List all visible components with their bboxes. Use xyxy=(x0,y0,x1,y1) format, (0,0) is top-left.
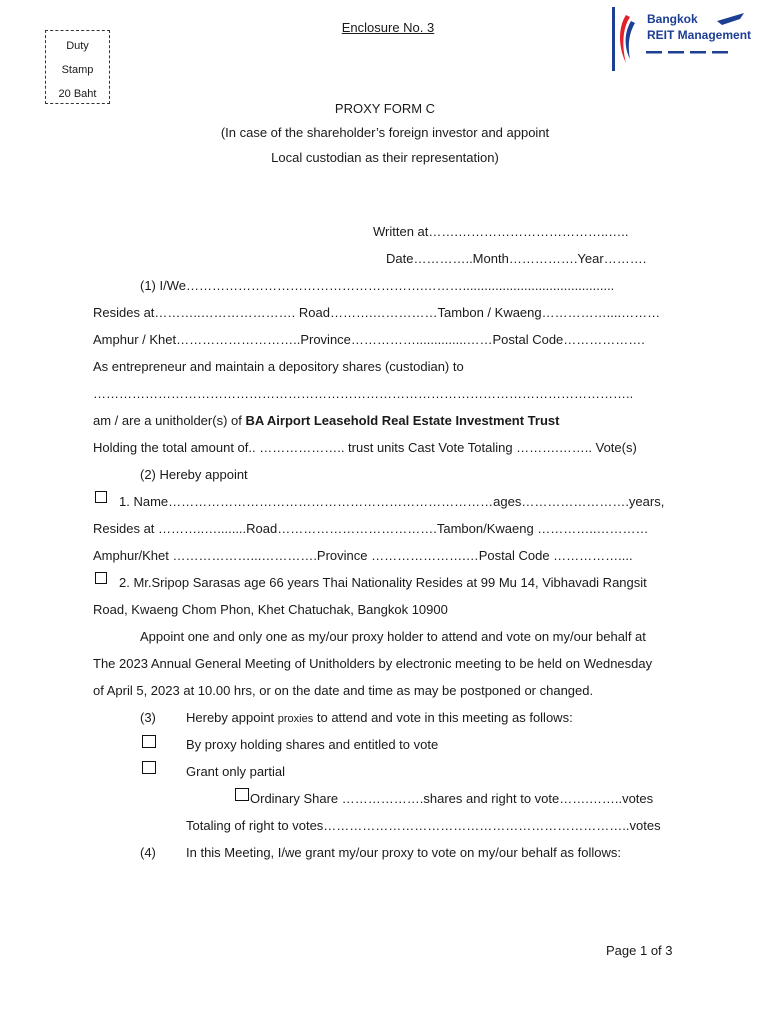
section-4-number: (4) xyxy=(140,845,156,860)
section-4-text: In this Meeting, I/we grant my/our proxy to vote on my/our behalf as follows: xyxy=(186,845,621,860)
ordinary-share-checkbox[interactable] xyxy=(235,788,249,801)
holding-line: Holding the total amount of.. ……………….. trust units Cast Vote Totaling ……….…….. Vote(s) xyxy=(93,440,637,455)
section-3-text-a: Hereby appoint xyxy=(186,710,278,725)
entrepreneur-line: As entrepreneur and maintain a depository shares (custodian) to xyxy=(93,359,464,374)
resides-line-2: Resides at ………..…........Road……………………………….Tambon/Kwaeng …………..………… xyxy=(93,521,649,536)
stamp-line-1: Duty xyxy=(66,40,89,52)
appoint-name-line: 1. Name…………………………………………………………………ages…………………….years, xyxy=(119,494,665,509)
enclosure-label: Enclosure No. 3 xyxy=(341,20,435,35)
appoint-paragraph-2: The 2023 Annual General Meeting of Unitholders by electronic meeting to be held on Wednesday xyxy=(93,656,653,671)
section-3-text xyxy=(186,710,573,727)
stamp-line-2: Stamp xyxy=(61,64,94,76)
section-2-appoint: (2) Hereby appoint xyxy=(140,467,248,482)
amphur-line-1: Amphur / Khet………………………..Province……………..............……Postal Code………………. xyxy=(93,332,645,347)
written-at-field: Written at…….……………………………..….. xyxy=(373,224,629,239)
section-1-iwe: (1) I/We……………………………………………….……….......................................... xyxy=(140,278,615,293)
totaling-votes-line: Totaling of right to votes……………………………………………………………..votes xyxy=(186,818,661,833)
section-3-text-c: to attend and vote in this meeting as follows: xyxy=(313,710,573,725)
dotted-line: …………………………………………………………………………………………………………….. xyxy=(93,386,634,401)
ordinary-share-line: Ordinary Share ……………….shares and right to vote…….……..votes xyxy=(250,791,654,806)
logo-text-2: REIT Management xyxy=(647,28,752,42)
vote-option-all-checkbox[interactable] xyxy=(142,735,156,748)
appoint-sripop-line: 2. Mr.Sripop Sarasas age 66 years Thai Nationality Resides at 99 Mu 14, Vibhavadi Rangsit xyxy=(119,575,647,590)
appoint-option-1-checkbox[interactable] xyxy=(95,491,107,503)
unitholder-line xyxy=(93,413,559,429)
resides-line-1: Resides at………..…………………. Road……….……………Tambon / Kwaeng……………....……… xyxy=(93,305,661,320)
amphur-line-2: Amphur/Khet ………………...………….Province ………………….…Postal Code …………….... xyxy=(93,548,633,563)
trust-name: BA Airport Leasehold Real Estate Investment Trust xyxy=(245,413,560,428)
appoint-address-line: Road, Kwaeng Chom Phon, Khet Chatuchak, Bangkok 10900 xyxy=(93,602,448,617)
appoint-paragraph-1: Appoint one and only one as my/our proxy holder to attend and vote on my/our behalf at xyxy=(140,629,646,644)
form-title: PROXY FORM C xyxy=(334,101,436,116)
section-3-number: (3) xyxy=(140,710,156,725)
form-subtitle-1: (In case of the shareholder’s foreign investor and appoint xyxy=(220,125,550,140)
vote-option-all-label: By proxy holding shares and entitled to vote xyxy=(186,737,439,752)
stamp-line-3: 20 Baht xyxy=(58,88,97,100)
logo-graphic-icon xyxy=(612,7,752,73)
vote-option-partial-checkbox[interactable] xyxy=(142,761,156,774)
logo-text-1: Bangkok xyxy=(647,12,698,26)
section-3-text-b: proxies xyxy=(277,713,314,725)
form-subtitle-2: Local custodian as their representation) xyxy=(271,150,499,165)
date-field: Date…………..Month…………….Year………. xyxy=(386,251,647,266)
bangkok-reit-logo xyxy=(612,7,752,73)
appoint-paragraph-3: of April 5, 2023 at 10.00 hrs, or on the date and time as may be postponed or changed. xyxy=(93,683,594,698)
vote-option-partial-label: Grant only partial xyxy=(186,764,285,779)
duty-stamp-box xyxy=(45,30,110,104)
page-number: Page 1 of 3 xyxy=(606,943,673,958)
unitholder-prefix: am / are a unitholder(s) of xyxy=(93,413,246,428)
appoint-option-2-checkbox[interactable] xyxy=(95,572,107,584)
